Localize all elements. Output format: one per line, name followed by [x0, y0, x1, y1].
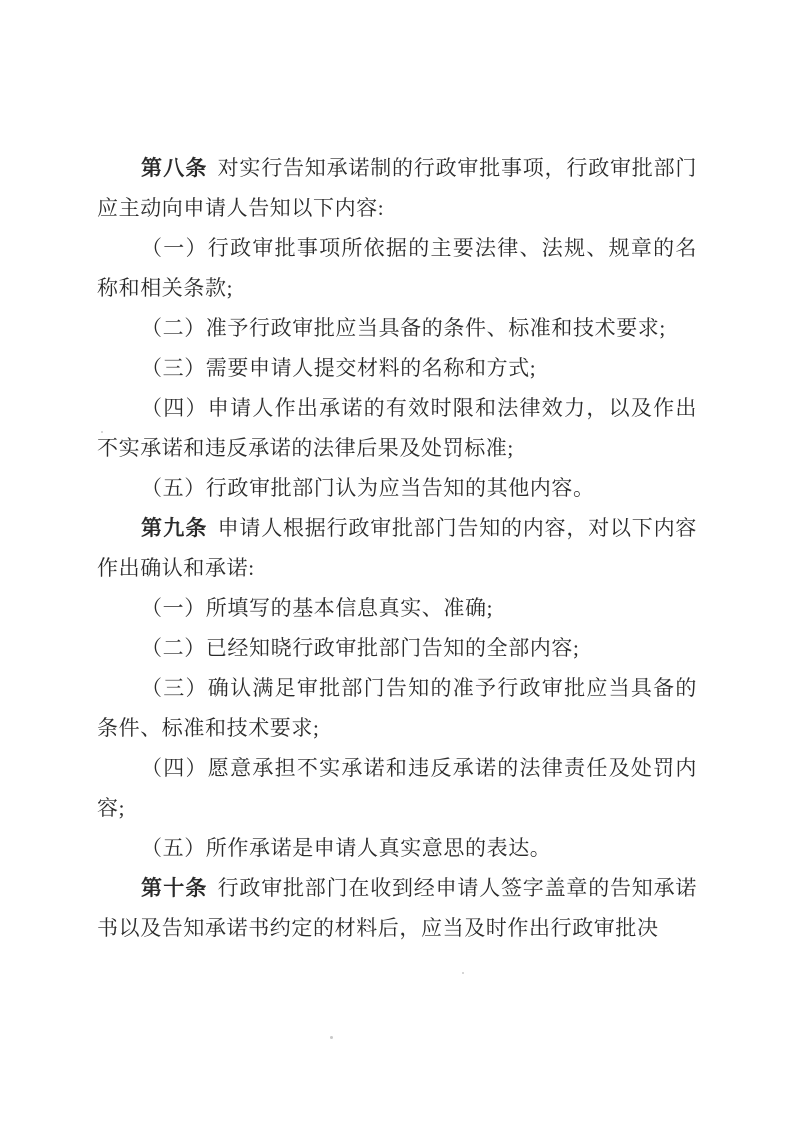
article-8-item-2-text: （二）准予行政审批应当具备的条件、标准和技术要求;	[141, 316, 666, 340]
article-8-text: 对实行告知承诺制的行政审批事项，行政审批部门应主动向申请人告知以下内容:	[97, 156, 698, 220]
article-9-text: 申请人根据行政审批部门告知的内容，对以下内容作出确认和承诺:	[97, 516, 698, 580]
paragraph-article-9-item-2	[97, 628, 697, 668]
paragraph-article-9-item-1	[97, 588, 697, 628]
scan-speck	[101, 431, 103, 433]
paragraph-article-8-item-5	[97, 468, 697, 508]
article-8-item-1-text: （一）行政审批事项所依据的主要法律、法规、规章的名称和相关条款;	[97, 236, 697, 300]
article-8-item-3-text: （三）需要申请人提交材料的名称和方式;	[141, 356, 537, 380]
paragraph-article-9-item-4	[97, 748, 697, 828]
paragraph-article-8-item-4	[97, 388, 697, 468]
article-8-number: 第八条	[141, 156, 208, 180]
article-9-number: 第九条	[141, 516, 208, 540]
article-8-item-4-text: （四）申请人作出承诺的有效时限和法律效力，以及作出不实承诺和违反承诺的法律后果及处罚标准;	[97, 396, 697, 460]
article-9-item-3-text: （三）确认满足审批部门告知的准予行政审批应当具备的条件、标准和技术要求;	[97, 676, 697, 740]
paragraph-article-8-item-3	[97, 348, 697, 388]
scan-speck	[462, 972, 464, 974]
article-10-number: 第十条	[141, 876, 208, 900]
paragraph-article-8	[97, 148, 697, 228]
scan-speck	[330, 1036, 333, 1039]
paragraph-article-9	[97, 508, 697, 588]
article-10-text: 行政审批部门在收到经申请人签字盖章的告知承诺书以及告知承诺书约定的材料后，应当及时作出行政审批决	[97, 876, 698, 940]
document-body	[97, 148, 697, 948]
article-9-item-4-text: （四）愿意承担不实承诺和违反承诺的法律责任及处罚内容;	[97, 756, 697, 820]
paragraph-article-8-item-1	[97, 228, 697, 308]
article-9-item-2-text: （二）已经知晓行政审批部门告知的全部内容;	[141, 636, 580, 660]
article-8-item-5-text: （五）行政审批部门认为应当告知的其他内容。	[141, 476, 595, 500]
article-9-item-5-text: （五）所作承诺是申请人真实意思的表达。	[141, 836, 552, 860]
paragraph-article-9-item-5	[97, 828, 697, 868]
article-9-item-1-text: （一）所填写的基本信息真实、准确;	[141, 596, 494, 620]
paragraph-article-8-item-2	[97, 308, 697, 348]
paragraph-article-10	[97, 868, 697, 948]
paragraph-article-9-item-3	[97, 668, 697, 748]
